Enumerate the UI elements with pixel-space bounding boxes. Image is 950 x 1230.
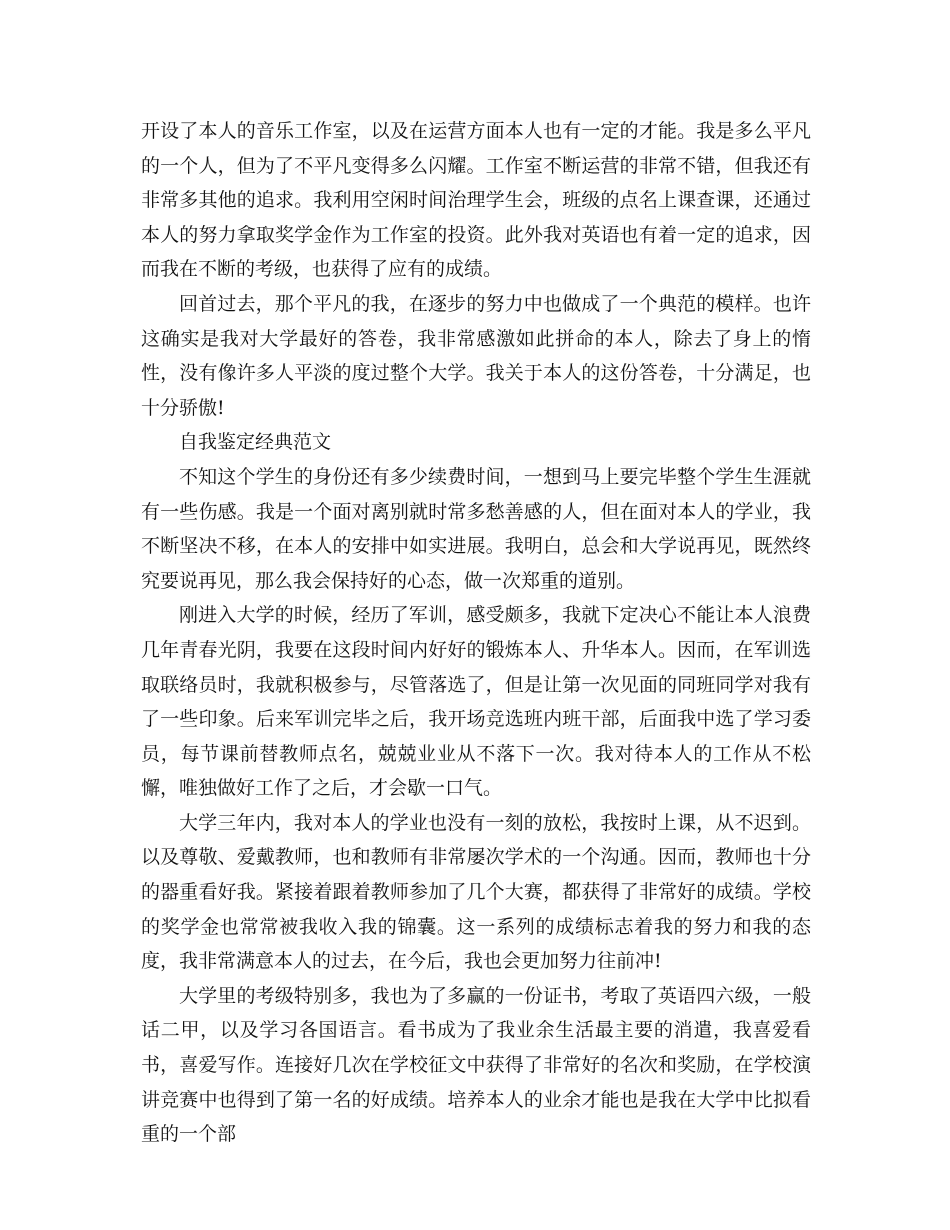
section-heading: 自我鉴定经典范文 [179,431,332,454]
paragraph-looking-back: 回首过去，那个平凡的我，在逐步的努力中也做成了一个典范的模样。也许这确实是我对大学最好的答卷，我非常感激如此拼命的本人，除去了身上的惰性，没有像许多人平淡的度过整个大学。我关于本人的这份答卷，十分满足，也十分骄傲! [141,292,811,419]
paragraph-continued: 开设了本人的音乐工作室，以及在运营方面本人也有一定的才能。我是多么平凡的一个人，但为了不平凡变得多么闪耀。工作室不断运营的非常不错，但我还有非常多其他的追求。我利用空闲时间治理学生会，班级的点名上课查课，还通过本人的努力拿取奖学金作为工作室的投资。此外我对英语也有着一定的追求，因而我在不断的考级，也获得了应有的成绩。 [141,120,811,281]
paragraph-exams-hobbies: 大学里的考级特别多，我也为了多赢的一份证书，考取了英语四六级，一般话二甲，以及学习各国语言。看书成为了我业余生活最主要的消遣，我喜爱看书，喜爱写作。连接好几次在学校征文中获得了非常好的名次和奖励，在学校演讲竞赛中也得到了第一名的好成绩。培养本人的业余才能也是我在大学中比拟看重的一个部 [141,984,811,1146]
paragraph-farewell: 不知这个学生的身份还有多少续费时间，一想到马上要完毕整个学生生涯就有一些伤感。我是一个面对离别就时常多愁善感的人，但在面对本人的学业，我不断坚决不移，在本人的安排中如实进展。我明白，总会和大学说再见，既然终究要说再见，那么我会保持好的心态，做一次郑重的道别。 [141,465,811,592]
paragraph-academics: 大学三年内，我对本人的学业也没有一刻的放松，我按时上课，从不迟到。以及尊敬、爱戴教师，也和教师有非常屡次学术的一个沟通。因而，教师也十分的器重看好我。紧接着跟着教师参加了几个大赛，都获得了非常好的成绩。学校的奖学金也常常被我收入我的锦囊。这一系列的成绩标志着我的努力和我的态度，我非常满意本人的过去，在今后，我也会更加努力往前冲! [141,811,811,973]
document-body [141,114,811,1152]
paragraph-military-training: 刚进入大学的时候，经历了军训，感受颇多，我就下定决心不能让本人浪费几年青春光阴，我要在这段时间内好好的锻炼本人、升华本人。因而，在军训选取联络员时，我就积极参与，尽管落选了，但是让第一次见面的同班同学对我有了一些印象。后来军训完毕之后，我开场竞选班内班干部，后面我中选了学习委员，每节课前替教师点名，兢兢业业从不落下一次。我对待本人的工作从不松懈，唯独做好工作了之后，才会歇一口气。 [141,604,811,800]
